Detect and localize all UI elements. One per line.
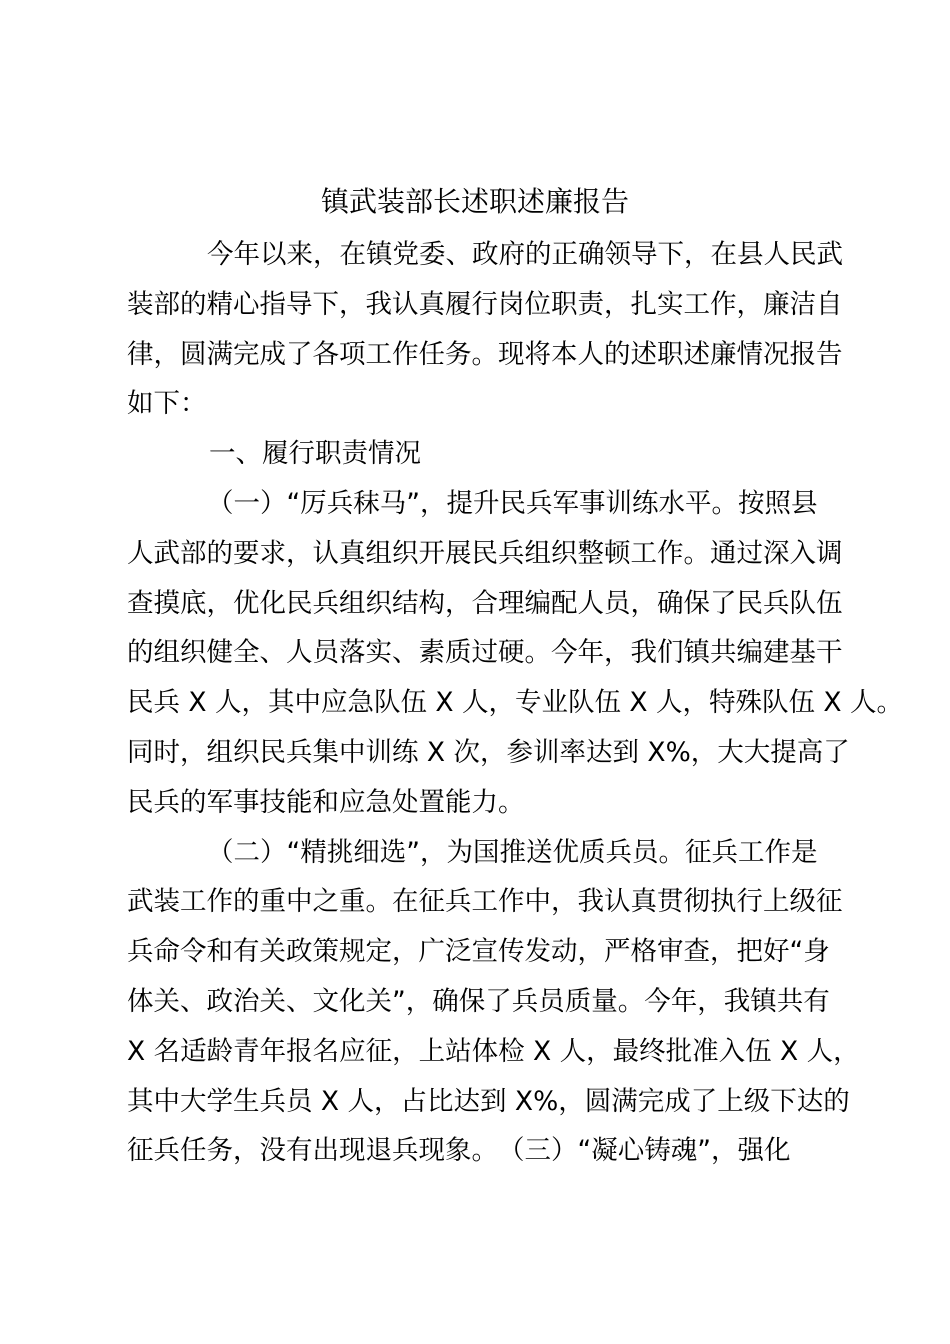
paragraph-line: 律，圆满完成了各项工作任务。现将本人的述职述廉情况报告 <box>127 338 843 370</box>
paragraph-line: 的组织健全、人员落实、素质过硬。今年，我们镇共编建基干 <box>127 637 843 669</box>
paragraph-line: 兵命令和有关政策规定，广泛宣传发动，严格审查，把好“身 <box>127 936 830 968</box>
paragraph-line: 体关、政治关、文化关”，确保了兵员质量。今年，我镇共有 <box>127 985 830 1017</box>
paragraph-line: 如下： <box>127 388 207 420</box>
paragraph-line: X 名适龄青年报名应征，上站体检 X 人，最终批准入伍 X 人， <box>127 1035 860 1067</box>
paragraph-line: 同时，组织民兵集中训练 X 次，参训率达到 X%，大大提高了 <box>127 736 850 768</box>
paragraph-line: 查摸底，优化民兵组织结构，合理编配人员，确保了民兵队伍 <box>127 587 843 619</box>
paragraph-line: 今年以来，在镇党委、政府的正确领导下，在县人民武 <box>207 239 843 270</box>
document-title: 镇武装部长述职述廉报告 <box>320 185 629 218</box>
section-heading: 一、履行职责情况 <box>209 438 421 470</box>
paragraph-line: （二）“精挑细选”，为国推送优质兵员。征兵工作是 <box>207 836 818 868</box>
paragraph-line: 征兵任务，没有出现退兵现象。 （三）“凝心铸魂”，强化 <box>127 1135 791 1167</box>
paragraph-line: 其中大学生兵员 X 人，占比达到 X%，圆满完成了上级下达的 <box>127 1085 850 1117</box>
document-body <box>127 230 904 1176</box>
paragraph-line: 装部的精心指导下，我认真履行岗位职责，扎实工作，廉洁自 <box>127 288 843 320</box>
paragraph-line: 人武部的要求，认真组织开展民兵组织整顿工作。通过深入调 <box>127 537 843 569</box>
paragraph-line: 民兵 X 人，其中应急队伍 X 人，专业队伍 X 人，特殊队伍 X 人。 <box>127 687 904 719</box>
paragraph-line: 武装工作的重中之重。在征兵工作中，我认真贯彻执行上级征 <box>127 886 843 918</box>
paragraph-line: 民兵的军事技能和应急处置能力。 <box>127 786 525 818</box>
paragraph-line: （一）“厉兵秣马”，提升民兵军事训练水平。按照县 <box>207 487 818 519</box>
